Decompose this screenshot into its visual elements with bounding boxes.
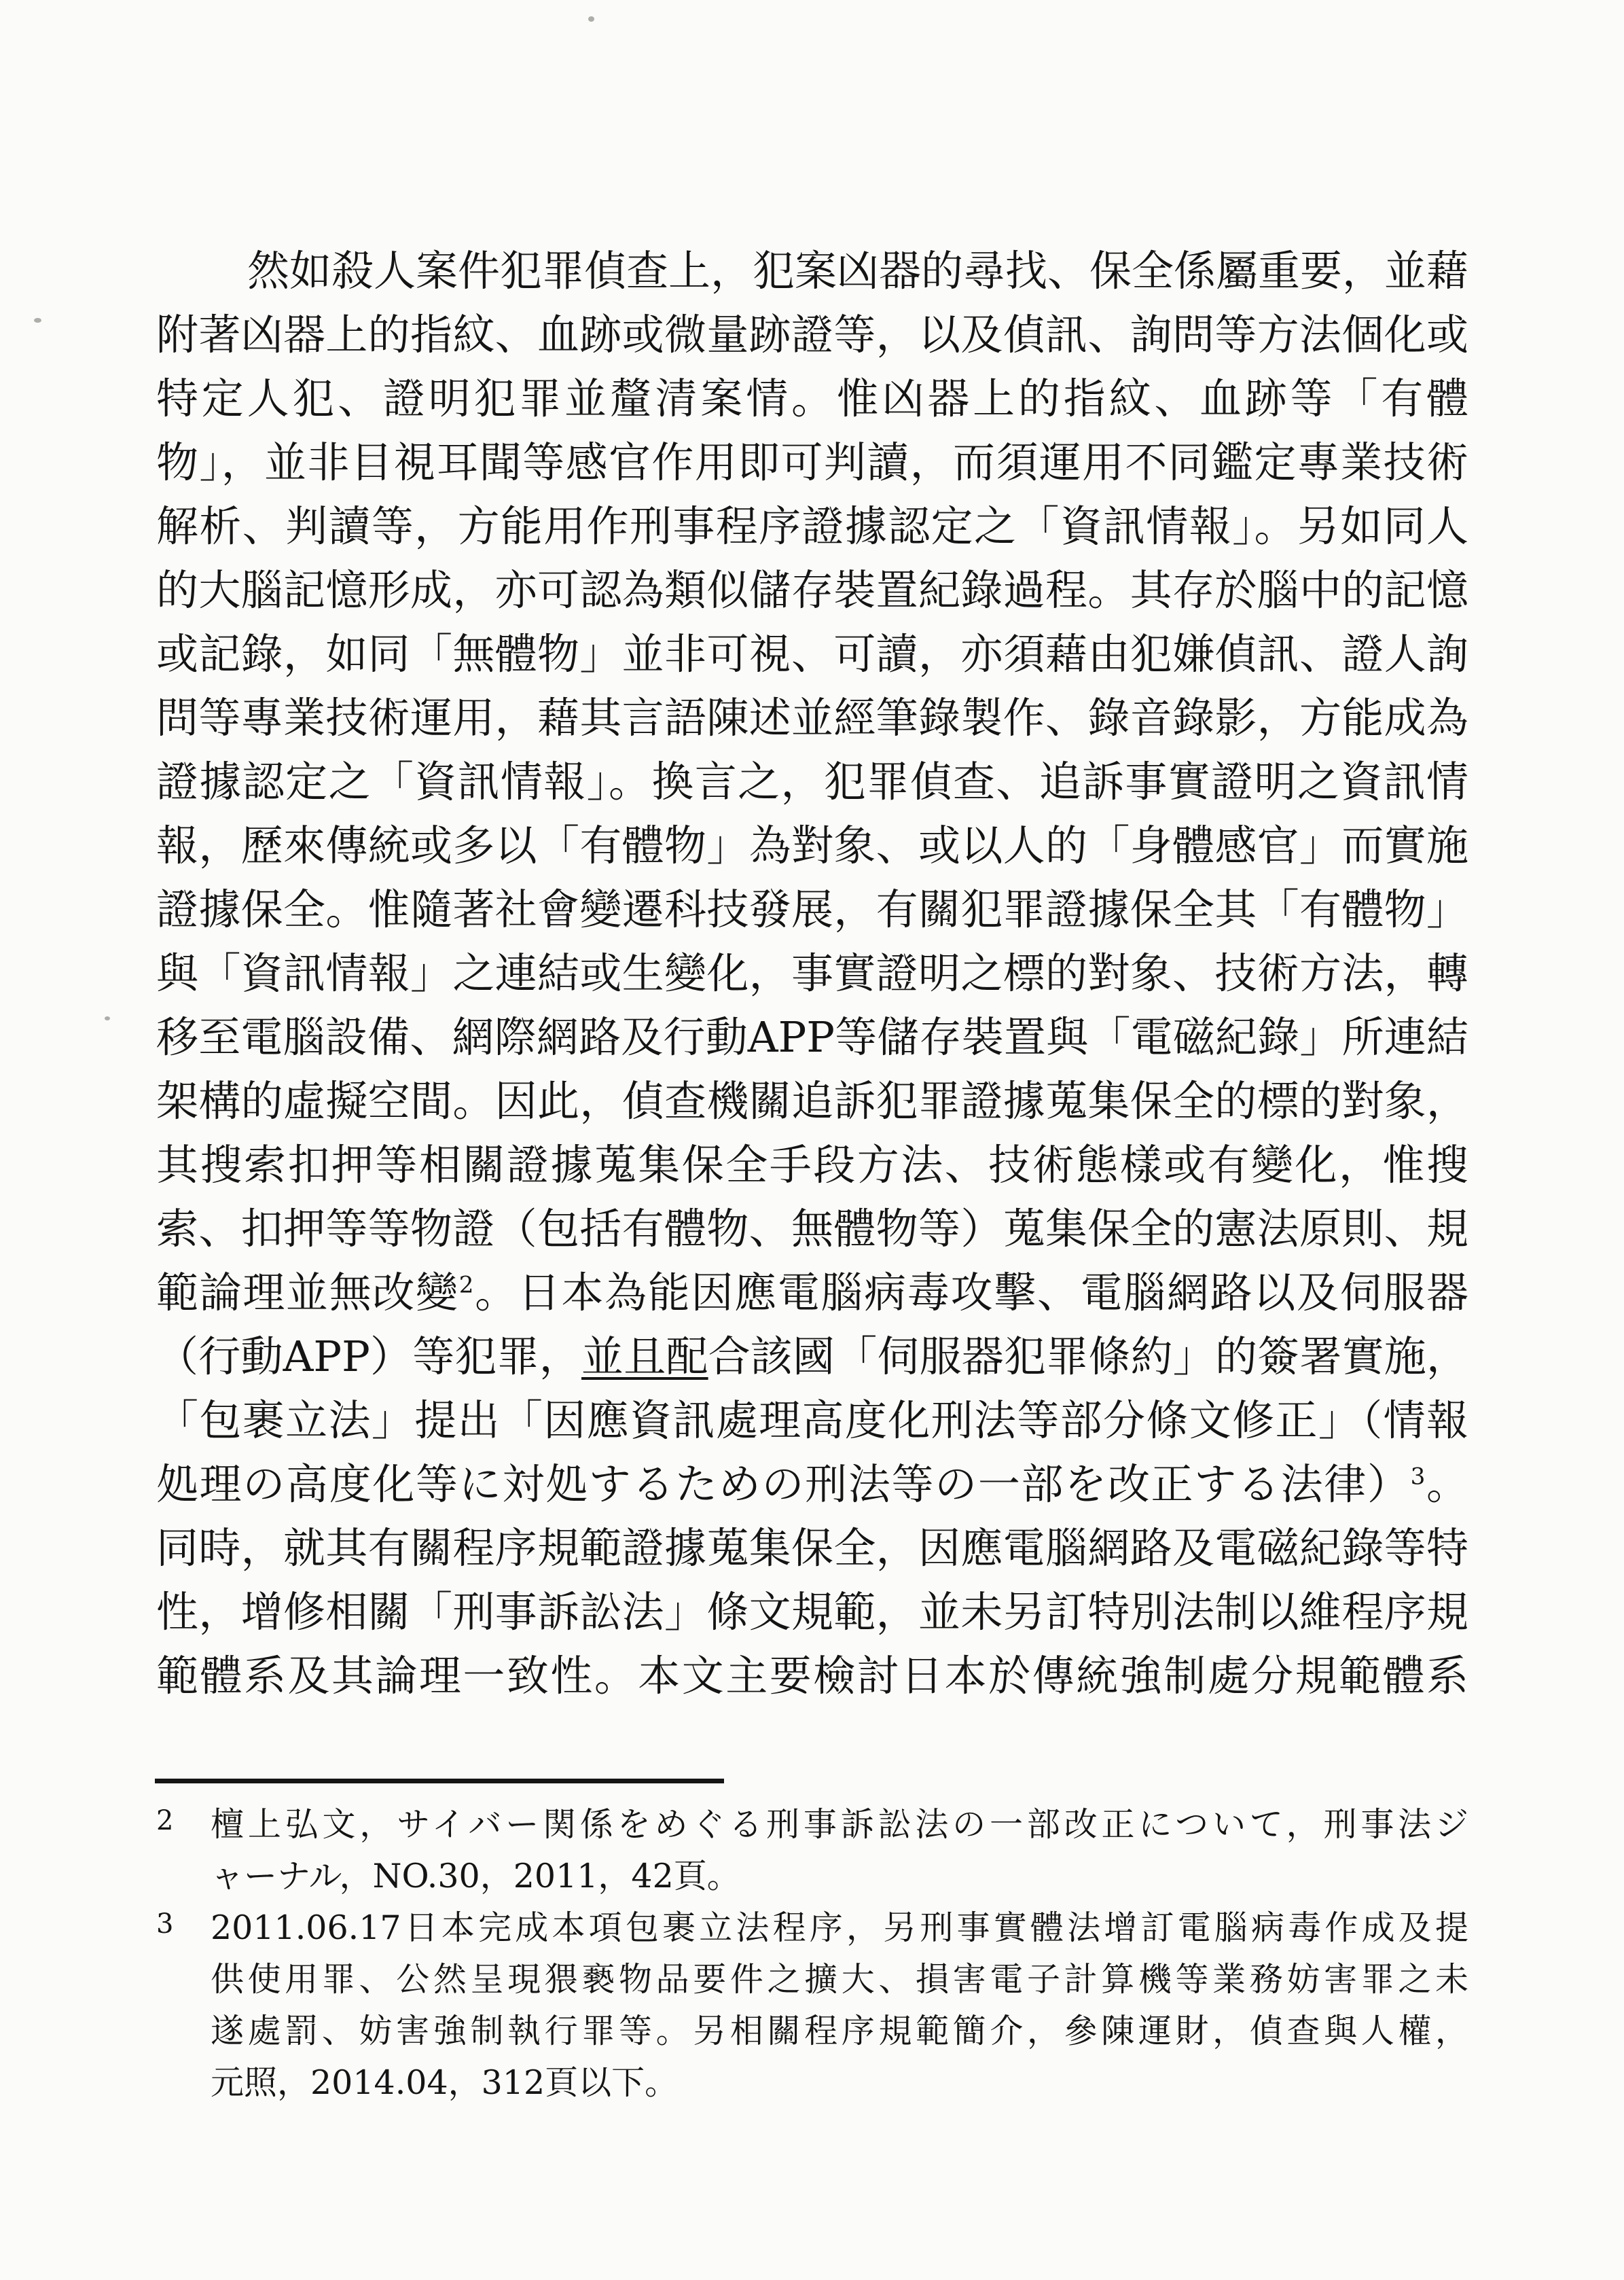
- footnote-separator: [155, 1779, 724, 1783]
- body-text-segment: 並且配: [581, 1332, 708, 1381]
- footnote-2: [156, 1799, 1468, 1902]
- body-text-segment: 特定人犯、證明犯罪並釐清案情。惟凶器上的指紋、血跡等「有體: [156, 374, 1468, 423]
- body-line-18: [156, 1325, 1468, 1389]
- body-line-16: [156, 1197, 1468, 1261]
- body-paragraph: [156, 239, 1468, 1708]
- body-text-segment: 範體系及其論理一致性。本文主要檢討日本於傳統強制處分規範體系: [156, 1651, 1468, 1700]
- body-text-segment: 合該國「伺服器犯罪條約」的簽署實施，: [708, 1332, 1468, 1381]
- body-line-1: [156, 239, 1468, 303]
- body-line-5: [156, 495, 1468, 558]
- scan-artifact: [105, 1016, 110, 1020]
- body-line-23: [156, 1644, 1468, 1708]
- body-text-segment: 報，歷來傳統或多以「有體物」為對象、或以人的「身體感官」而實施: [156, 821, 1468, 870]
- body-line-14: [156, 1069, 1468, 1133]
- footnote-3-line-2: 供使用罪、公然呈現猥褻物品要件之擴大、損害電子計算機等業務妨害罪之未: [211, 1960, 1468, 1999]
- footnote-text-3: [211, 1902, 1468, 2109]
- body-line-19: [156, 1389, 1468, 1453]
- body-text-segment: 物」，並非目視耳聞等感官作用即可判讀，而須運用不同鑑定專業技術: [156, 438, 1468, 487]
- body-line-7: [156, 622, 1468, 686]
- scan-artifact: [588, 16, 594, 22]
- body-line-17: [156, 1261, 1468, 1325]
- body-text-segment: 附著凶器上的指紋、血跡或微量跡證等，以及偵訊、詢問等方法個化或: [156, 310, 1468, 359]
- footnote-3-line-4: 元照，2014.04，312頁以下。: [211, 2063, 679, 2102]
- body-text-segment: 然如殺人案件犯罪偵查上，犯案凶器的尋找、保全係屬重要，並藉: [247, 246, 1469, 296]
- footnote-marker-3: 3: [156, 1908, 174, 1940]
- body-text-segment: 性，增修相關「刑事訴訟法」條文規範，並未另訂特別法制以維程序規: [156, 1587, 1468, 1637]
- body-text-segment: 移至電腦設備、網際網路及行動APP等儲存裝置與「電磁紀錄」所連結: [156, 1012, 1468, 1062]
- body-text-segment: 同時，就其有關程序規範證據蒐集保全，因應電腦網路及電磁紀錄等特: [156, 1523, 1468, 1573]
- footnote-2-line-1: 檀上弘文，サイバー関係をめぐる刑事訴訟法の一部改正について，刑事法ジ: [211, 1805, 1468, 1844]
- body-text-segment: 證據認定之「資訊情報」。換言之，犯罪偵查、追訴事實證明之資訊情: [156, 757, 1468, 806]
- body-line-3: [156, 367, 1468, 431]
- body-line-2: [156, 303, 1468, 367]
- body-text-segment: 或記錄，如同「無體物」並非可視、可讀，亦須藉由犯嫌偵訊、證人詢: [156, 629, 1468, 679]
- footnote-text-2: [211, 1799, 1468, 1902]
- body-line-12: [156, 942, 1468, 1005]
- footnote-3-line-3: 遂處罰、妨害強制執行罪等。另相關程序規範簡介，參陳運財，偵查與人權，: [211, 2012, 1468, 2050]
- body-text-segment: 架構的虛擬空間。因此，偵查機關追訴犯罪證據蒐集保全的標的對象，: [156, 1076, 1468, 1126]
- body-line-4: [156, 431, 1468, 495]
- footnote-reference-3: 3: [1410, 1463, 1426, 1491]
- body-text-segment: 索、扣押等等物證（包括有體物、無體物等）蒐集保全的憲法原則、規: [156, 1204, 1468, 1253]
- footnote-marker-2: 2: [156, 1805, 174, 1836]
- body-text-segment: 。日本為能因應電腦病毒攻擊、電腦網路以及伺服器: [473, 1268, 1468, 1317]
- body-text-segment: 與「資訊情報」之連結或生變化，事實證明之標的對象、技術方法，轉: [156, 948, 1468, 998]
- body-line-13: [156, 1005, 1468, 1069]
- body-text-segment: （行動APP）等犯罪，: [156, 1332, 581, 1381]
- scan-artifact: [34, 318, 41, 323]
- body-line-21: [156, 1516, 1468, 1580]
- body-line-6: [156, 558, 1468, 622]
- body-text-segment: 問等專業技術運用，藉其言語陳述並經筆錄製作、錄音錄影，方能成為: [156, 693, 1468, 743]
- body-text-segment: 的大腦記憶形成，亦可認為類似儲存裝置紀錄過程。其存於腦中的記憶: [156, 565, 1468, 615]
- body-text-segment: 證據保全。惟隨著社會變遷科技發展，有關犯罪證據保全其「有體物」: [156, 885, 1468, 934]
- body-line-22: [156, 1580, 1468, 1644]
- body-text-segment: 其搜索扣押等相關證據蒐集保全手段方法、技術態樣或有變化，惟搜: [156, 1140, 1468, 1190]
- footnote-2-line-2: ャーナル，NO.30，2011，42頁。: [211, 1857, 740, 1895]
- body-text-segment: 処理の高度化等に対処するための刑法等の一部を改正する法律）: [156, 1459, 1411, 1509]
- footnote-3-line-1: 2011.06.17日本完成本項包裹立法程序，另刑事實體法增訂電腦病毒作成及提: [211, 1908, 1468, 1947]
- body-line-20: [156, 1453, 1468, 1516]
- footnote-reference-2: 2: [458, 1271, 474, 1299]
- footnote-3: [156, 1902, 1468, 2109]
- footnotes-section: [156, 1799, 1468, 2109]
- body-text-segment: 。: [1425, 1459, 1468, 1509]
- body-text-segment: 範論理並無改變: [156, 1268, 459, 1317]
- body-text-segment: 「包裹立法」提出「因應資訊處理高度化刑法等部分條文修正」（情報: [156, 1395, 1468, 1445]
- body-line-8: [156, 686, 1468, 750]
- body-line-15: [156, 1133, 1468, 1197]
- body-line-9: [156, 750, 1468, 814]
- body-line-10: [156, 814, 1468, 878]
- body-text-segment: 解析、判讀等，方能用作刑事程序證據認定之「資訊情報」。另如同人: [156, 501, 1468, 551]
- body-line-11: [156, 878, 1468, 942]
